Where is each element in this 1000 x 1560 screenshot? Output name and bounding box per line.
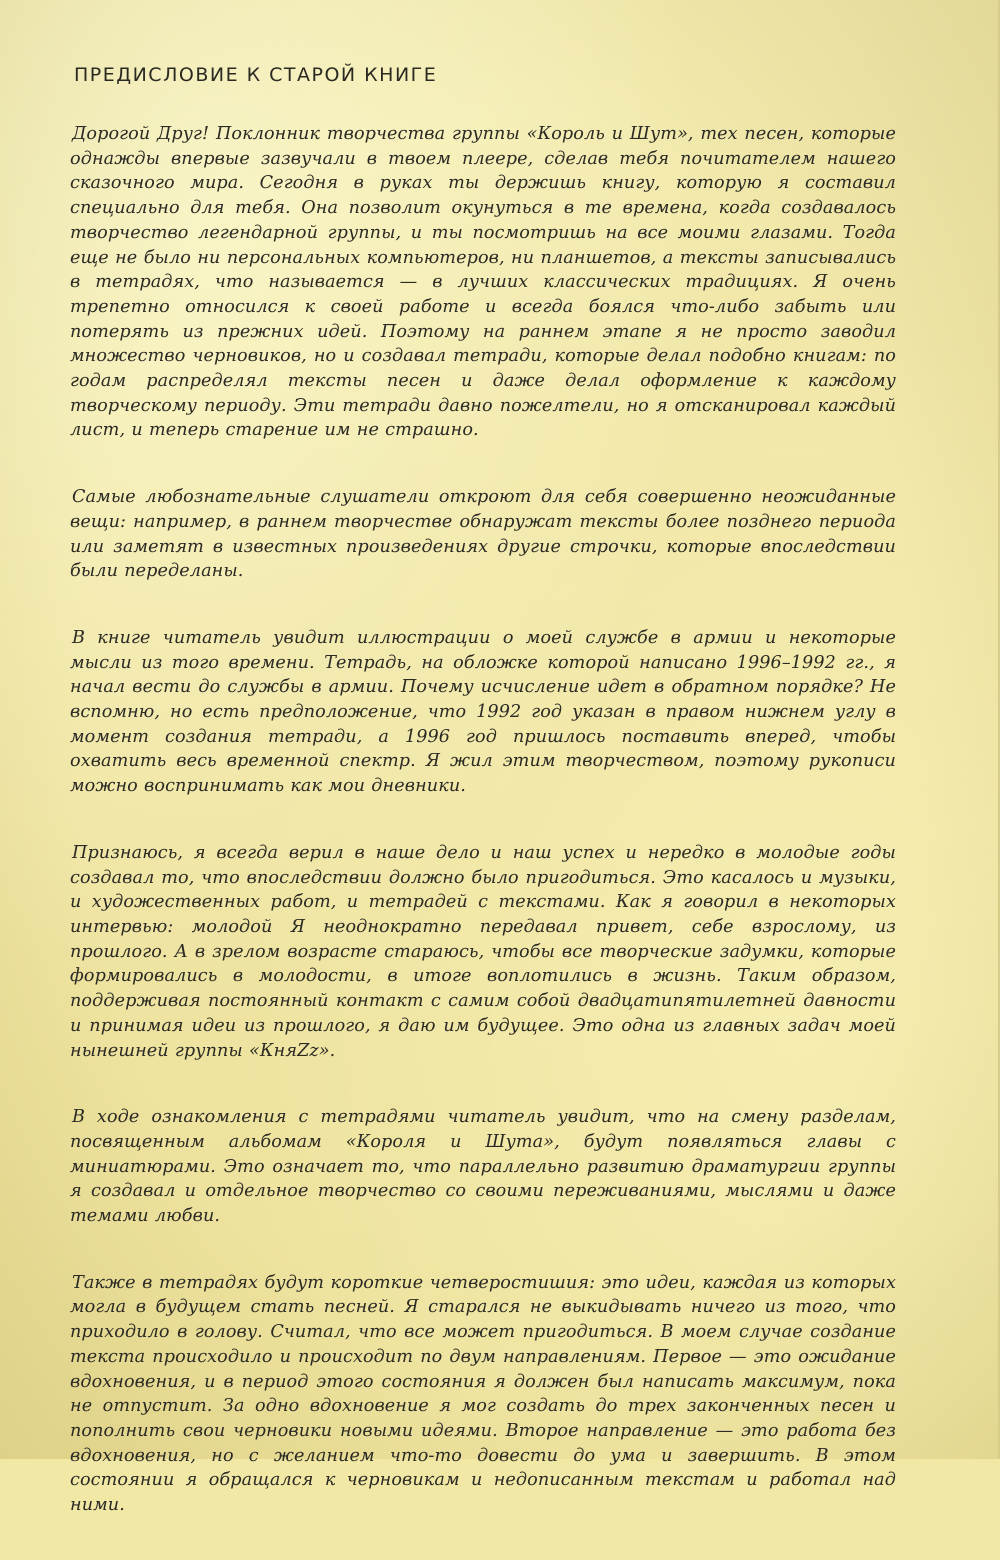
- paragraph-6: Также в тетрадях будут короткие четверостишия: это идеи, каждая из которых могла в будущем стать песней. Я старался не выкидывать ничего из того, что приходило в голову. Считал, что все может пригодиться. В моем случае создание текста происходило и происходит по двум направлениям. Первое — это ожидание вдохновения, и в период этого состояния я должен был написать максимум, пока не отпустит. За одно вдохновение я мог создать до трех законченных песен и пополнить свои черновики новыми идеями. Второе направление — это работа без вдохновения, но с желанием что-то довести до ума и завершить. В этом состоянии я обращался к черновикам и недописанным текстам и работал над ними.: [70, 1272, 896, 1516]
- paragraph-3: В книге читатель увидит иллюстрации о моей службе в армии и некоторые мысли из того времени. Тетрадь, на обложке которой написано 1996–1992 гг., я начал вести до службы в армии. Почему исчисление идет в обратном порядке? Не вспомню, но есть предположение, что 1992 год указан в правом нижнем углу в момент создания тетради, а 1996 год пришлось поставить вперед, чтобы охватить весь временной спектр. Я жил этим творчеством, поэтому рукописи можно воспринимать как мои дневники.: [70, 627, 896, 797]
- paragraph-4: Признаюсь, я всегда верил в наше дело и наш успех и нередко в молодые годы создавал то, что впоследствии должно было пригодиться. Это касалось и музыки, и художественных работ, и тетрадей с текстами. Как я говорил в некоторых интервью: молодой Я неоднократно передавал привет, себе взрослому, из прошлого. А в зрелом возрасте стараюсь, чтобы все творческие задумки, которые формировались в молодости, в итоге воплотились в жизнь. Таким образом, поддерживая постоянный контакт с самим собой двадцатипятилетней давности и принимая идеи из прошлого, я даю им будущее. Это одна из главных задач моей нынешней группы «КняZz».: [70, 842, 896, 1061]
- paragraph-2: Самые любознательные слушатели откроют для себя совершенно неожиданные вещи: например, в раннем творчестве обнаружат тексты более позднего периода или заметят в известных произведениях другие строчки, которые впоследствии были переделаны.: [70, 487, 896, 582]
- page-title: ПРЕДИСЛОВИЕ К СТАРОЙ КНИГЕ: [74, 64, 438, 86]
- document-body: [70, 62, 896, 1560]
- paragraph-1: Дорогой Друг! Поклонник творчества группы «Король и Шут», тех песен, которые однажды впервые зазвучали в твоем плеере, сделав тебя почитателем нашего сказочного мира. Сегодня в руках ты держишь книгу, которую я составил специально для тебя. Она позволит окунуться в те времена, когда создавалось творчество легендарной группы, и ты посмотришь на все моими глазами. Тогда еще не было ни персональных компьютеров, ни планшетов, а тексты записывались в тетрадях, что называется — в лучших классических традициях. Я очень трепетно относился к своей работе и всегда боялся что-либо забыть или потерять из прежних идей. Поэтому на раннем этапе я не просто заводил множество черновиков, но и создавал тетради, которые делал подобно книгам: по годам распределял тексты песен и даже делал оформление к каждому творческому периоду. Эти тетради давно пожелтели, но я отсканировал каждый лист, и теперь старение им не страшно.: [70, 124, 896, 441]
- paragraph-5: В ходе ознакомления с тетрадями читатель увидит, что на смену разделам, посвященным альбомам «Короля и Шута», будут появляться главы с миниатюрами. Это означает то, что параллельно развитию драматургии группы я создавал и отдельное творчество со своими переживаниями, мыслями и даже темами любви.: [70, 1107, 896, 1227]
